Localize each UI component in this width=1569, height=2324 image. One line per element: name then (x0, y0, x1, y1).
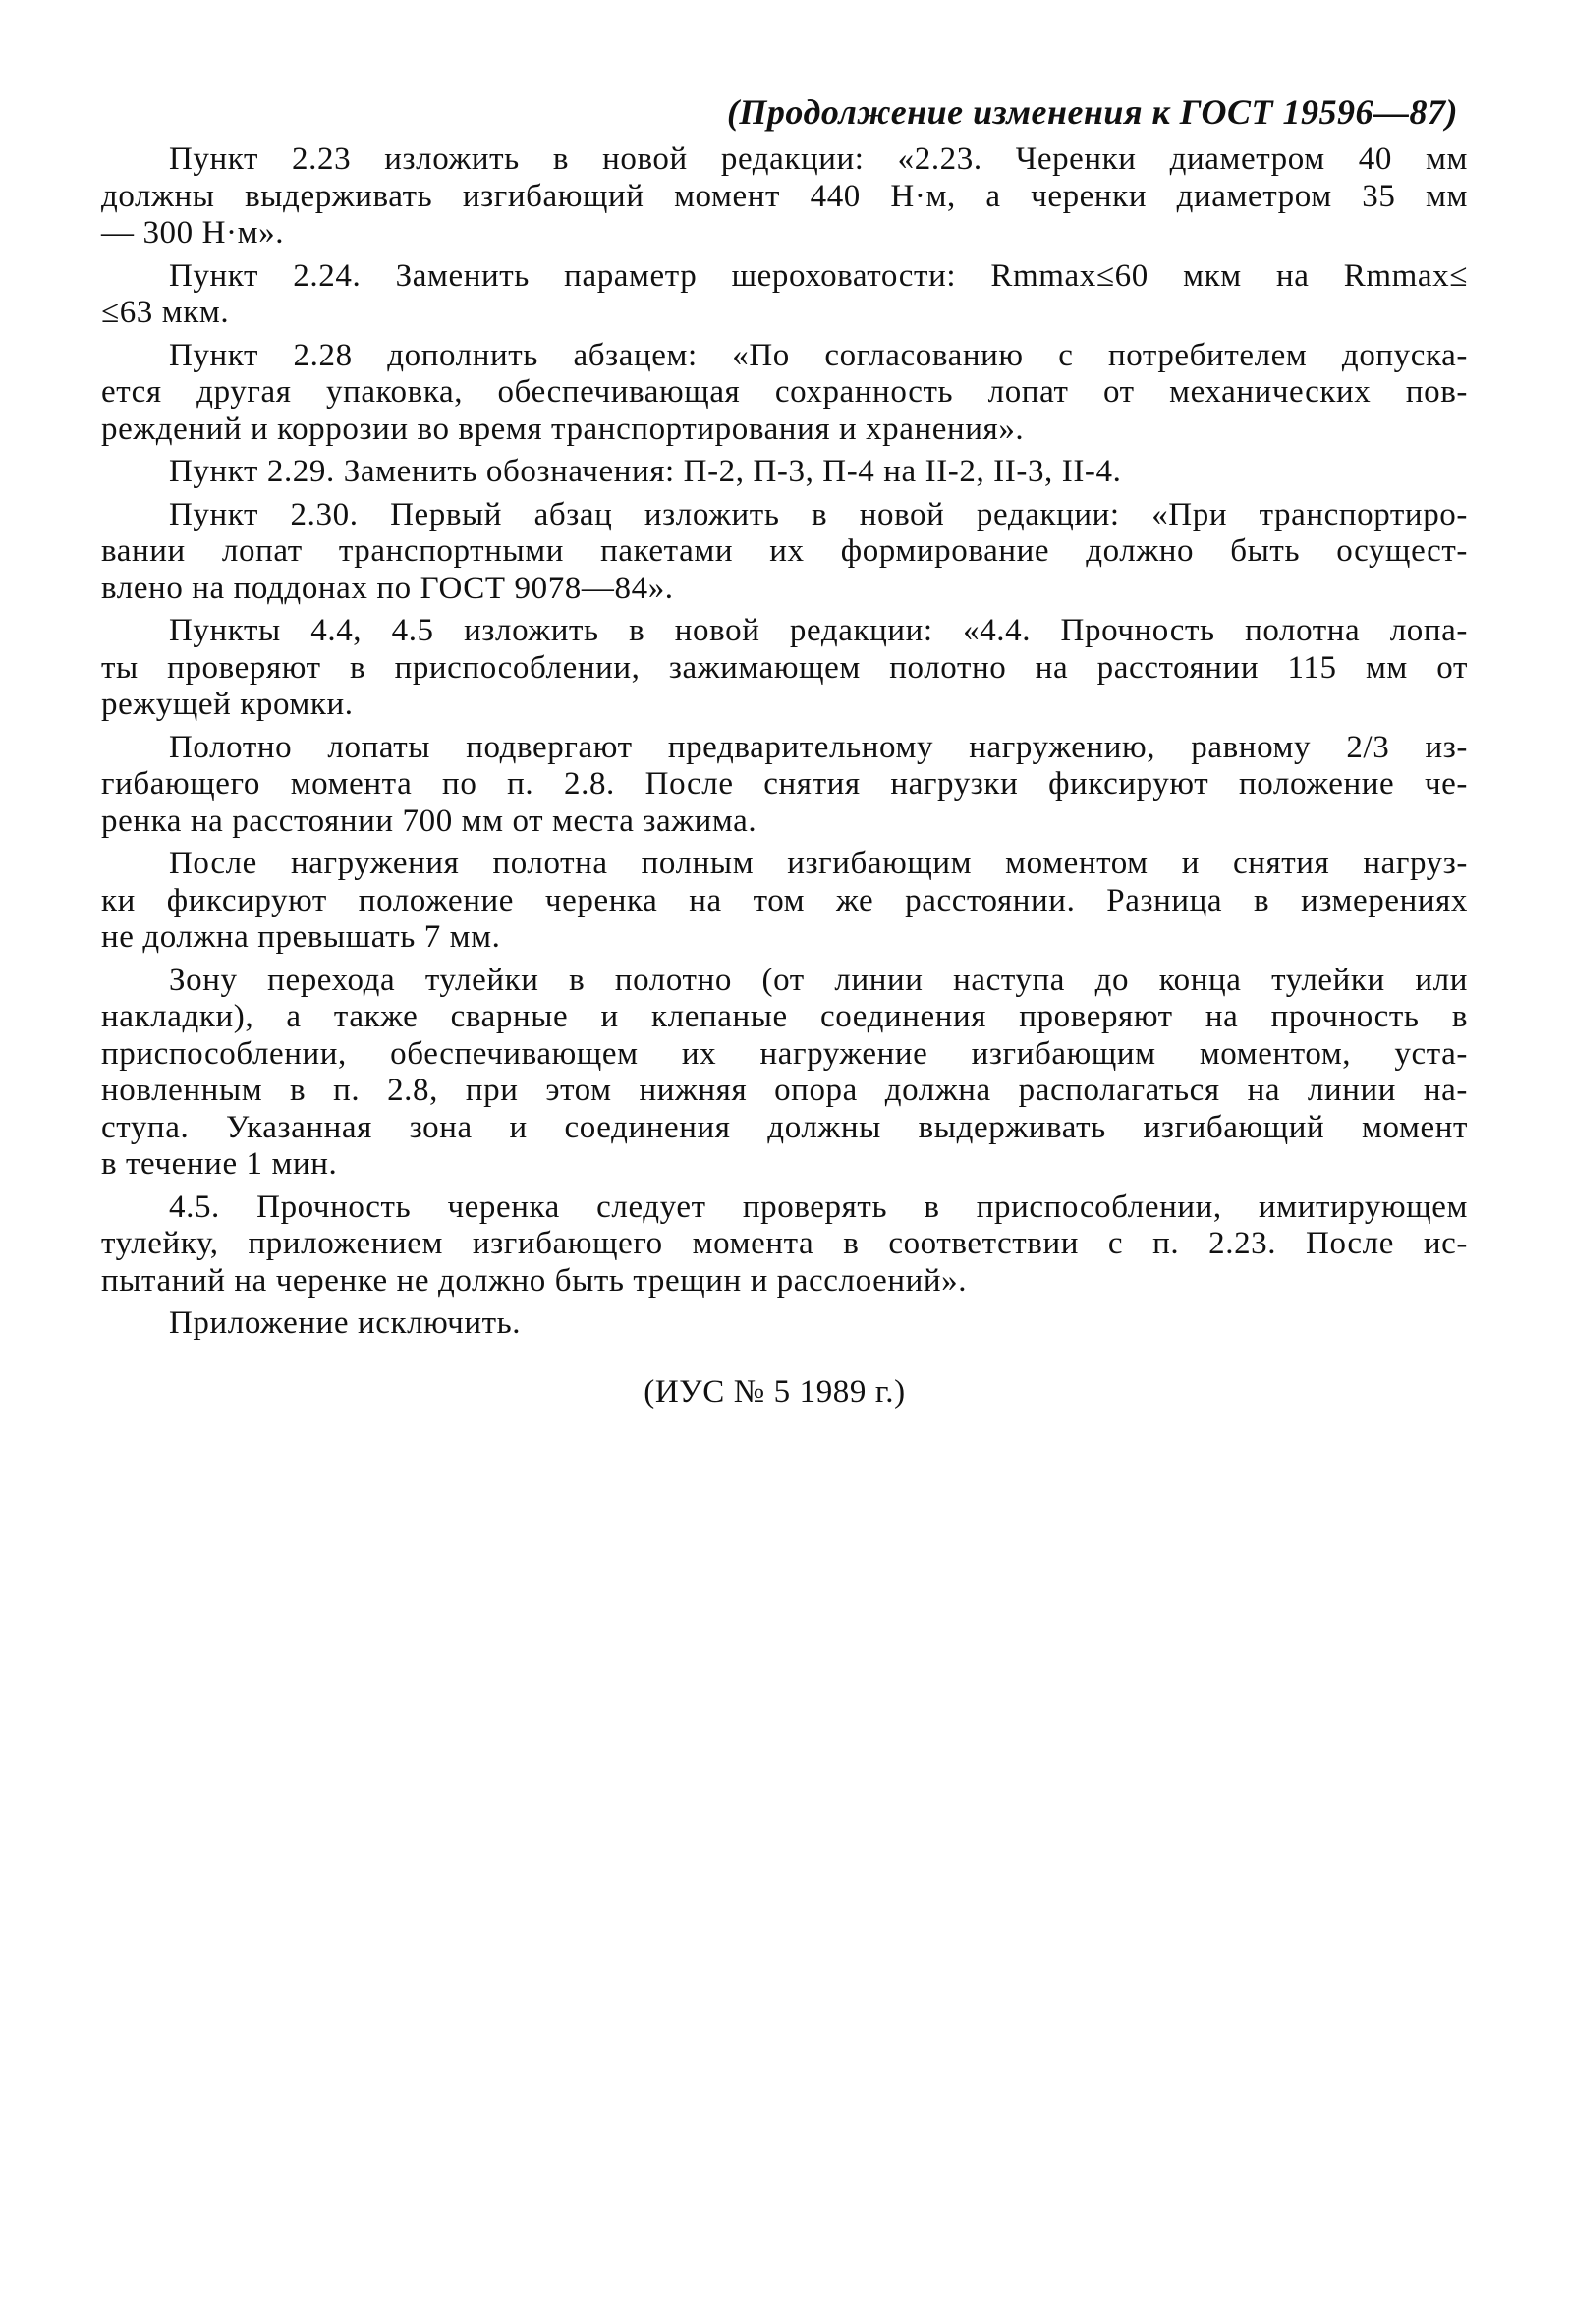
text-line: Пункт 2.23 изложить в новой редакции: «2.23. Черенки диаметром 40 мм (169, 141, 1468, 177)
paragraph (101, 846, 1468, 957)
text-line: 4.5. Прочность черенка следует проверять в приспособлении, имитирующем (169, 1189, 1468, 1225)
text-line: Пункт 2.28 дополнить абзацем: «По согласованию с потребителем допуска- (169, 337, 1468, 373)
text-line: ≤63 мкм. (101, 295, 230, 330)
text-line: ки фиксируют положение черенка на том же расстоянии. Разница в измерениях (101, 882, 1468, 918)
text-line: новленным в п. 2.8, при этом нижняя опора должна располагаться на линии на- (101, 1073, 1468, 1108)
text-line: не должна превышать 7 мм. (101, 919, 501, 955)
text-line: пытаний на черенке не должно быть трещин и расслоений». (101, 1262, 968, 1299)
paragraph (101, 1190, 1468, 1300)
text-line: — 300 Н·м». (101, 215, 285, 250)
text-line: Полотно лопаты подвергают предварительному нагружению, равному 2/3 из- (169, 729, 1468, 765)
text-line: ступа. Указанная зона и соединения должны выдерживать изгибающий момент (101, 1109, 1468, 1145)
paragraph (101, 141, 1468, 252)
paragraph (101, 258, 1468, 332)
continuation-header: (Продолжение изменения к ГОСТ 19596—87) (726, 92, 1458, 132)
document-body (101, 141, 1468, 1343)
text-line: влено на поддонах по ГОСТ 9078—84». (101, 570, 674, 606)
text-line: накладки), а также сварные и клепаные соединения проверяют на прочность в (101, 999, 1468, 1034)
document-page (101, 90, 1468, 1411)
text-line: вании лопат транспортными пакетами их формирование должно быть осущест- (101, 533, 1468, 569)
source-reference: (ИУС № 5 1989 г.) (644, 1373, 906, 1410)
text-line: Пункт 2.24. Заменить параметр шероховатости: Rmmax≤60 мкм на Rmmax≤ (169, 257, 1468, 294)
paragraph (101, 1305, 1468, 1343)
paragraph (101, 454, 1468, 491)
text-line: ется другая упаковка, обеспечивающая сохранность лопат от механических пов- (101, 374, 1468, 410)
text-line: ренка на расстоянии 700 мм от места зажима. (101, 802, 757, 839)
text-line: Пункты 4.4, 4.5 изложить в новой редакции: «4.4. Прочность полотна лопа- (169, 613, 1468, 648)
text-line: ты проверяют в приспособлении, зажимающем полотно на расстоянии 115 мм от (101, 649, 1468, 686)
text-line: Пункт 2.30. Первый абзац изложить в новой редакции: «При транспортиро- (169, 496, 1468, 532)
text-line: После нагружения полотна полным изгибающим моментом и снятия нагруз- (169, 846, 1468, 881)
text-line: гибающего момента по п. 2.8. После снятия нагрузки фиксируют положение че- (101, 766, 1468, 802)
text-line: Зону перехода тулейки в полотно (от линии наступа до конца тулейки или (169, 962, 1468, 998)
paragraph (101, 613, 1468, 724)
text-line: реждений и коррозии во время транспортирования и хранения». (101, 411, 1025, 447)
text-line: Приложение исключить. (169, 1305, 522, 1341)
text-line: должны выдерживать изгибающий момент 440 Н·м, а черенки диаметром 35 мм (101, 178, 1468, 214)
text-line: в течение 1 мин. (101, 1146, 338, 1182)
text-line: режущей кромки. (101, 687, 354, 722)
text-line: тулейку, приложением изгибающего момента в соответствии с п. 2.23. После ис- (101, 1226, 1468, 1261)
text-line: Пункт 2.29. Заменить обозначения: П-2, П-3, П-4 на II-2, II-3, II-4. (169, 454, 1122, 489)
paragraph (101, 730, 1468, 841)
text-line: приспособлении, обеспечивающем их нагружение изгибающим моментом, уста- (101, 1035, 1468, 1072)
paragraph (101, 497, 1468, 608)
paragraph (101, 963, 1468, 1184)
paragraph (101, 338, 1468, 449)
